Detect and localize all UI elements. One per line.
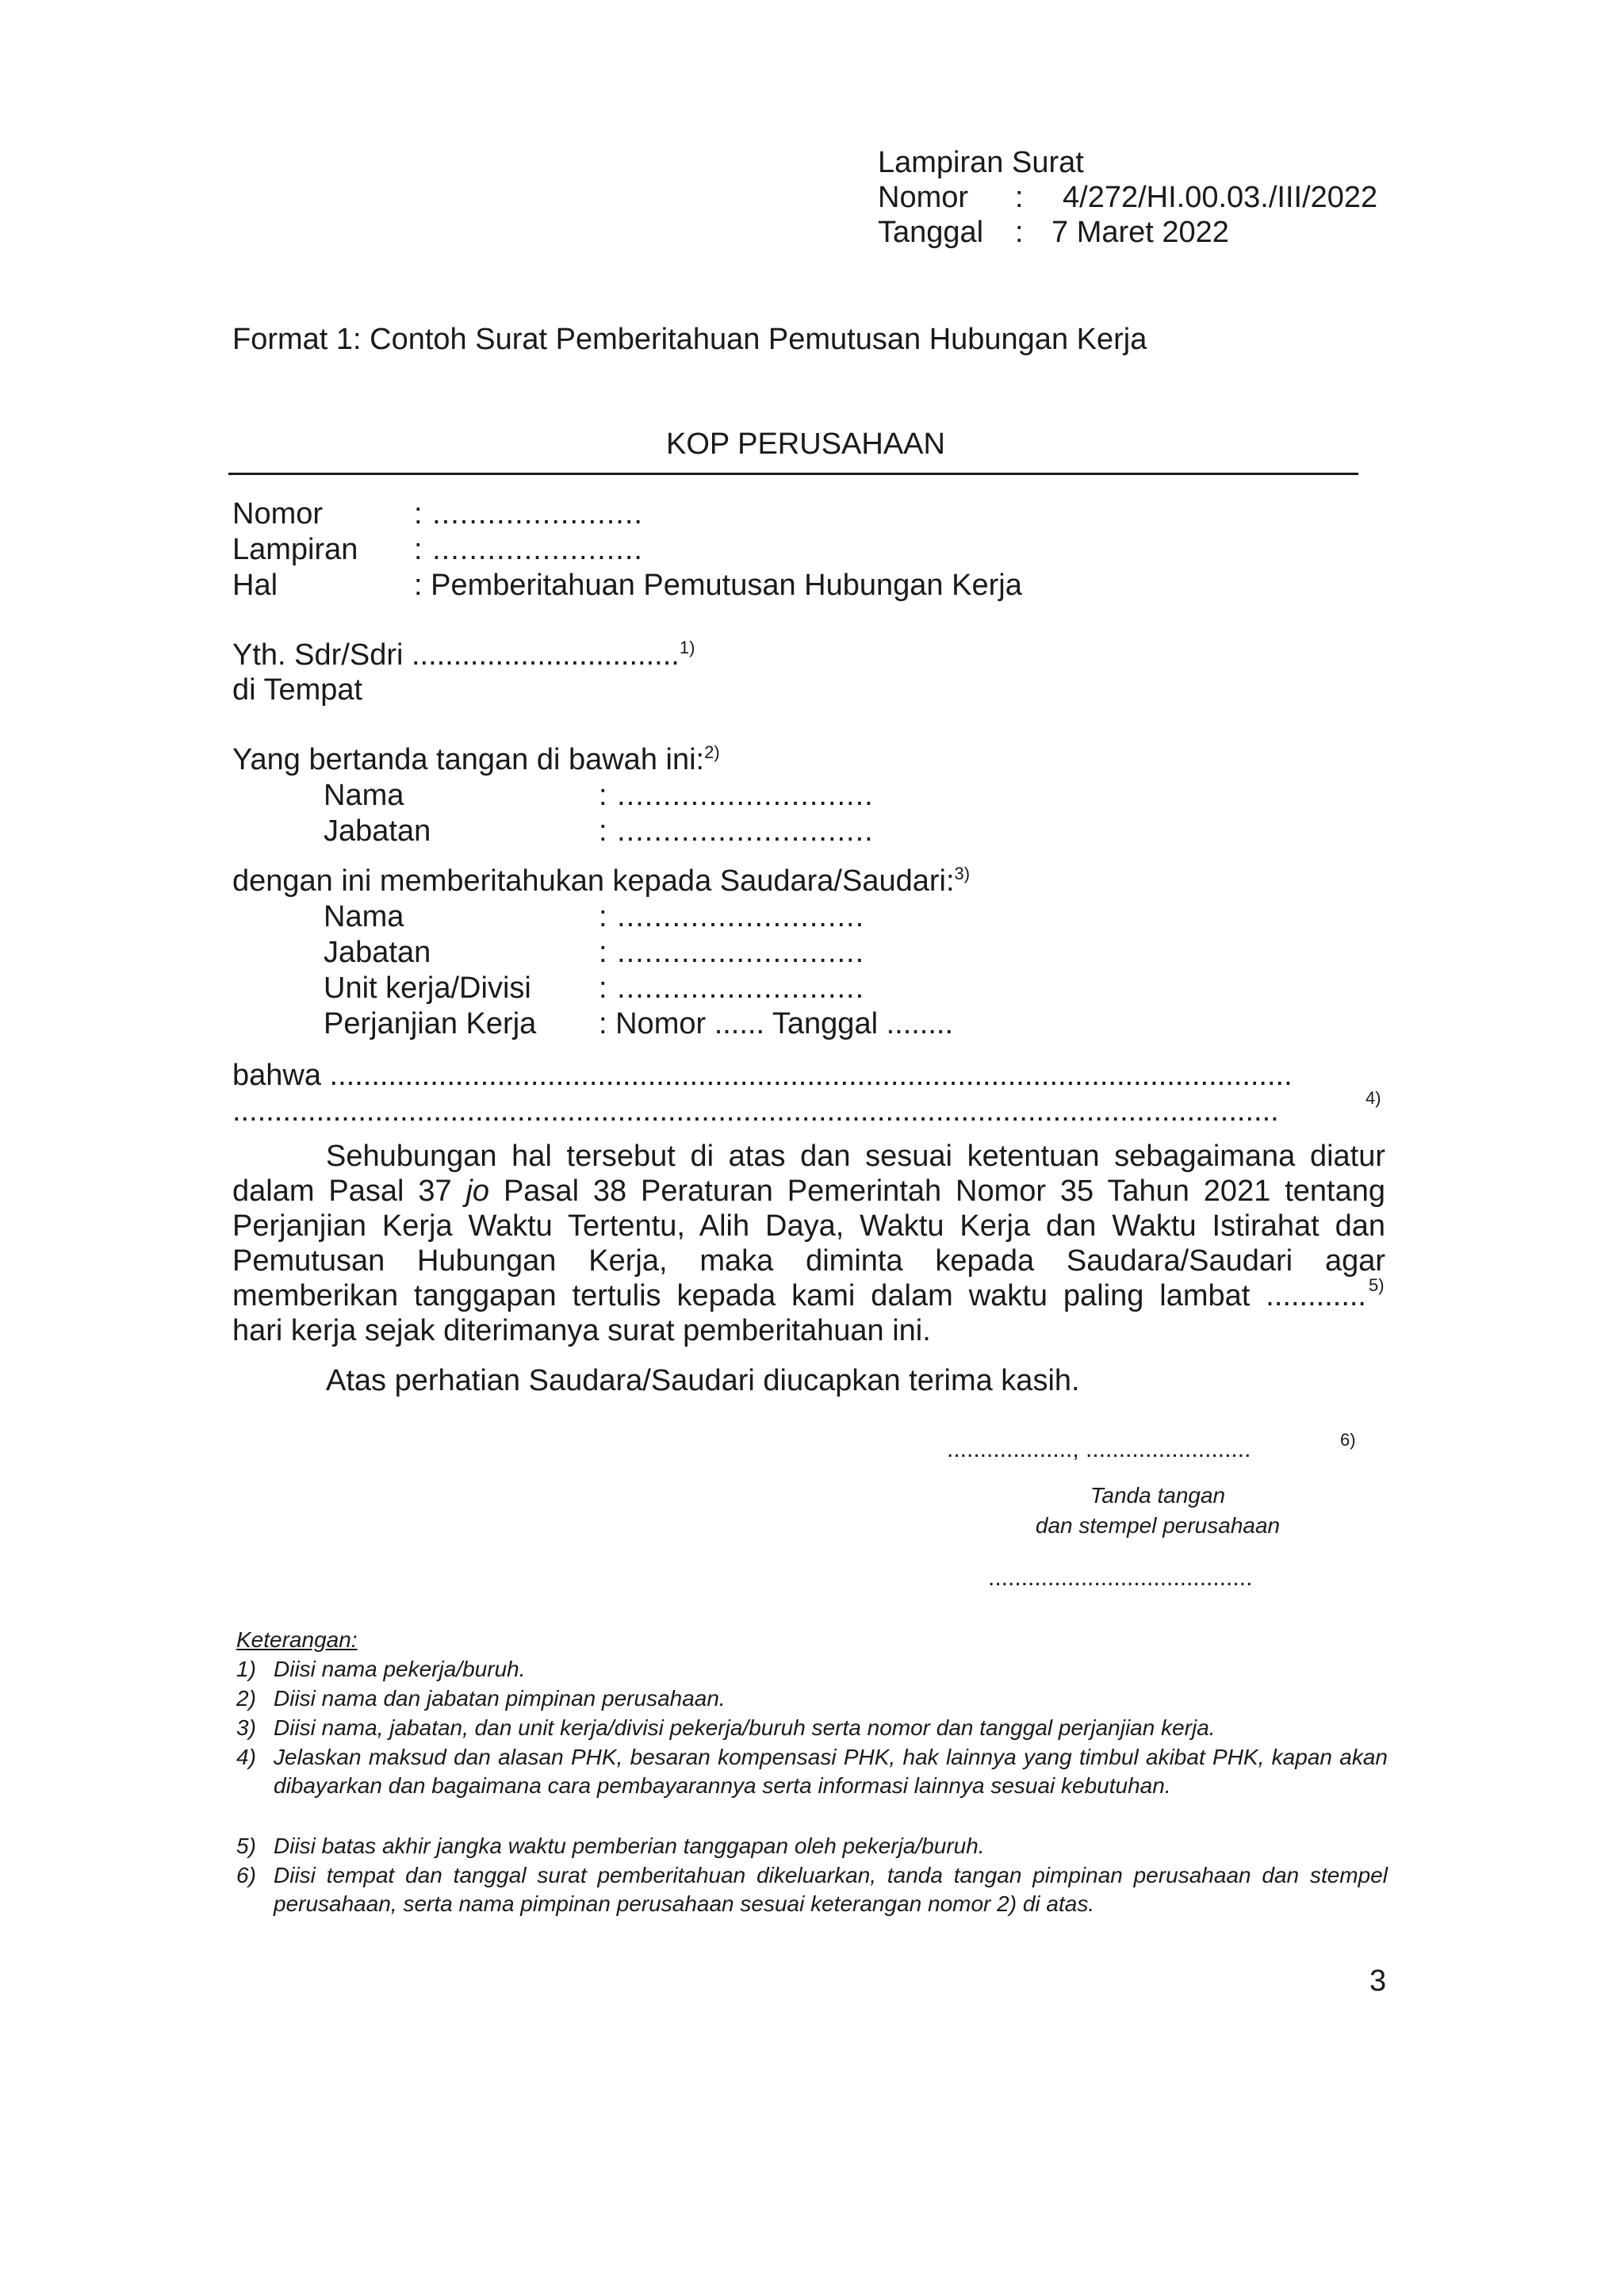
note-5-text: Diisi batas akhir jangka waktu pemberian tanggapan oleh pekerja/buruh. [274,1834,985,1858]
signer-nama-label: Nama [324,779,404,812]
attachment-nomor-value: 4/272/HI.00.03./III/2022 [1063,181,1378,214]
format-title: Format 1: Contoh Surat Pemberitahuan Pemutusan Hubungan Kerja [232,323,1147,356]
page-number: 3 [1369,1964,1387,1998]
footnote-ref-2: 2) [704,742,720,762]
meta-hal-label: Hal [232,569,278,602]
attachment-title: Lampiran Surat [878,146,1084,179]
body-line-2a: dalam Pasal 37 [232,1174,452,1208]
footnote-ref-3: 3) [954,864,971,883]
attachment-tanggal-value: 7 Maret 2022 [1051,216,1229,249]
signer-nama-value: : ............................ [599,779,874,812]
recipient-jabatan-label: Jabatan [324,936,431,969]
recipient-unit-label: Unit kerja/Divisi [324,971,531,1005]
footnote-ref-4: 4) [1365,1088,1381,1108]
note-1-text: Diisi nama pekerja/buruh. [274,1657,526,1681]
attachment-tanggal-sep: : [1015,216,1024,249]
meta-lampiran-value: : ....................... [414,533,643,566]
footnote-ref-6: 6) [1340,1430,1356,1450]
recipient-perjanjian-value: : Nomor ...... Tanggal ........ [599,1007,954,1040]
body-line-5: memberikan tanggapan tertulis kepada kami dalam waktu paling lambat ............ [232,1279,1366,1312]
body-line-3: Perjanjian Kerja Waktu Tertentu, Alih Daya, Waktu Kerja dan Waktu Istirahat dan [232,1209,1385,1243]
bahwa-line-2: ............................................................................................................................. [232,1094,1279,1128]
meta-hal-value: : Pemberitahuan Pemutusan Hubungan Kerja [414,569,1022,602]
attachment-nomor-sep: : [1015,181,1024,214]
note-2-num: 2) [236,1686,256,1711]
note-5-num: 5) [236,1834,256,1858]
note-6-num: 6) [236,1863,256,1887]
footnote-ref-1: 1) [679,638,695,657]
body-line-1: Sehubungan hal tersebut di atas dan sesuai ketentuan sebagaimana diatur [326,1140,1385,1173]
signature-line-1: Tanda tangan [1090,1483,1226,1508]
note-2-text: Diisi nama dan jabatan pimpinan perusahaan. [274,1686,726,1711]
meta-nomor-value: : ....................... [414,497,643,531]
body-line-2b: Pasal 38 Peraturan Pemerintah Nomor 35 Tahun 2021 tentang [503,1174,1385,1208]
recipient-nama-label: Nama [324,900,404,933]
addressee-location: di Tempat [232,673,363,707]
note-3-num: 3) [236,1715,256,1740]
meta-lampiran-label: Lampiran [232,533,358,566]
signature-line-2: dan stempel perusahaan [1035,1513,1281,1538]
note-4-text: Jelaskan maksud dan alasan PHK, besaran kompensasi PHK, hak lainnya yang timbul akibat PHK, kapan akan dibayarkan dan bagaimana cara pembayarannya serta informasi lainnya sesuai kebutuhan. [274,1745,1388,1798]
bahwa-line-1: bahwa ................................................................................................................... [232,1059,1293,1092]
addressee-text: Yth. Sdr/Sdri ................................ [232,638,680,672]
body-line-6: hari kerja sejak diterimanya surat pemberitahuan ini. [232,1314,931,1347]
closing-text: Atas perhatian Saudara/Saudari diucapkan terima kasih. [326,1364,1080,1397]
signature-name-line: ........................................ [988,1565,1253,1591]
signer-jabatan-value: : ............................ [599,814,874,848]
letterhead: KOP PERUSAHAAN [666,427,945,461]
note-4-num: 4) [236,1745,256,1769]
signer-intro-text: Yang bertanda tangan di bawah ini: [232,743,705,776]
recipient-nama-value: : ........................... [599,900,865,933]
meta-nomor-label: Nomor [232,497,324,531]
notes-heading: Keterangan: [236,1627,358,1652]
addressee-line [232,637,695,673]
attachment-nomor-label: Nomor [878,181,969,214]
signer-jabatan-label: Jabatan [324,814,431,848]
signature-place-date: ..................., ......................... [947,1436,1251,1462]
note-3-text: Diisi nama, jabatan, dan unit kerja/divisi pekerja/buruh serta nomor dan tanggal perjanjian kerja. [274,1715,1216,1740]
signer-intro [232,741,720,778]
body-line-2 [232,1173,1385,1209]
footnote-ref-5: 5) [1369,1275,1385,1295]
recipient-jabatan-value: : ........................... [599,936,865,969]
letterhead-rule [228,473,1358,475]
recipient-unit-value: : ........................... [599,971,865,1005]
body-jo: jo [465,1174,490,1208]
note-6-text: Diisi tempat dan tanggal surat pemberitahuan dikeluarkan, tanda tangan pimpinan perusahaan dan stempel perusahaan, serta nama pimpinan perusahaan sesuai keterangan nomor 2) di atas. [274,1863,1388,1916]
note-1-num: 1) [236,1657,256,1681]
recipient-perjanjian-label: Perjanjian Kerja [324,1007,537,1040]
recipient-intro-text: dengan ini memberitahukan kepada Saudara/Saudari: [232,864,955,898]
attachment-tanggal-label: Tanggal [878,216,984,249]
body-line-4: Pemutusan Hubungan Kerja, maka diminta kepada Saudara/Saudari agar [232,1244,1385,1278]
recipient-intro [232,863,970,899]
